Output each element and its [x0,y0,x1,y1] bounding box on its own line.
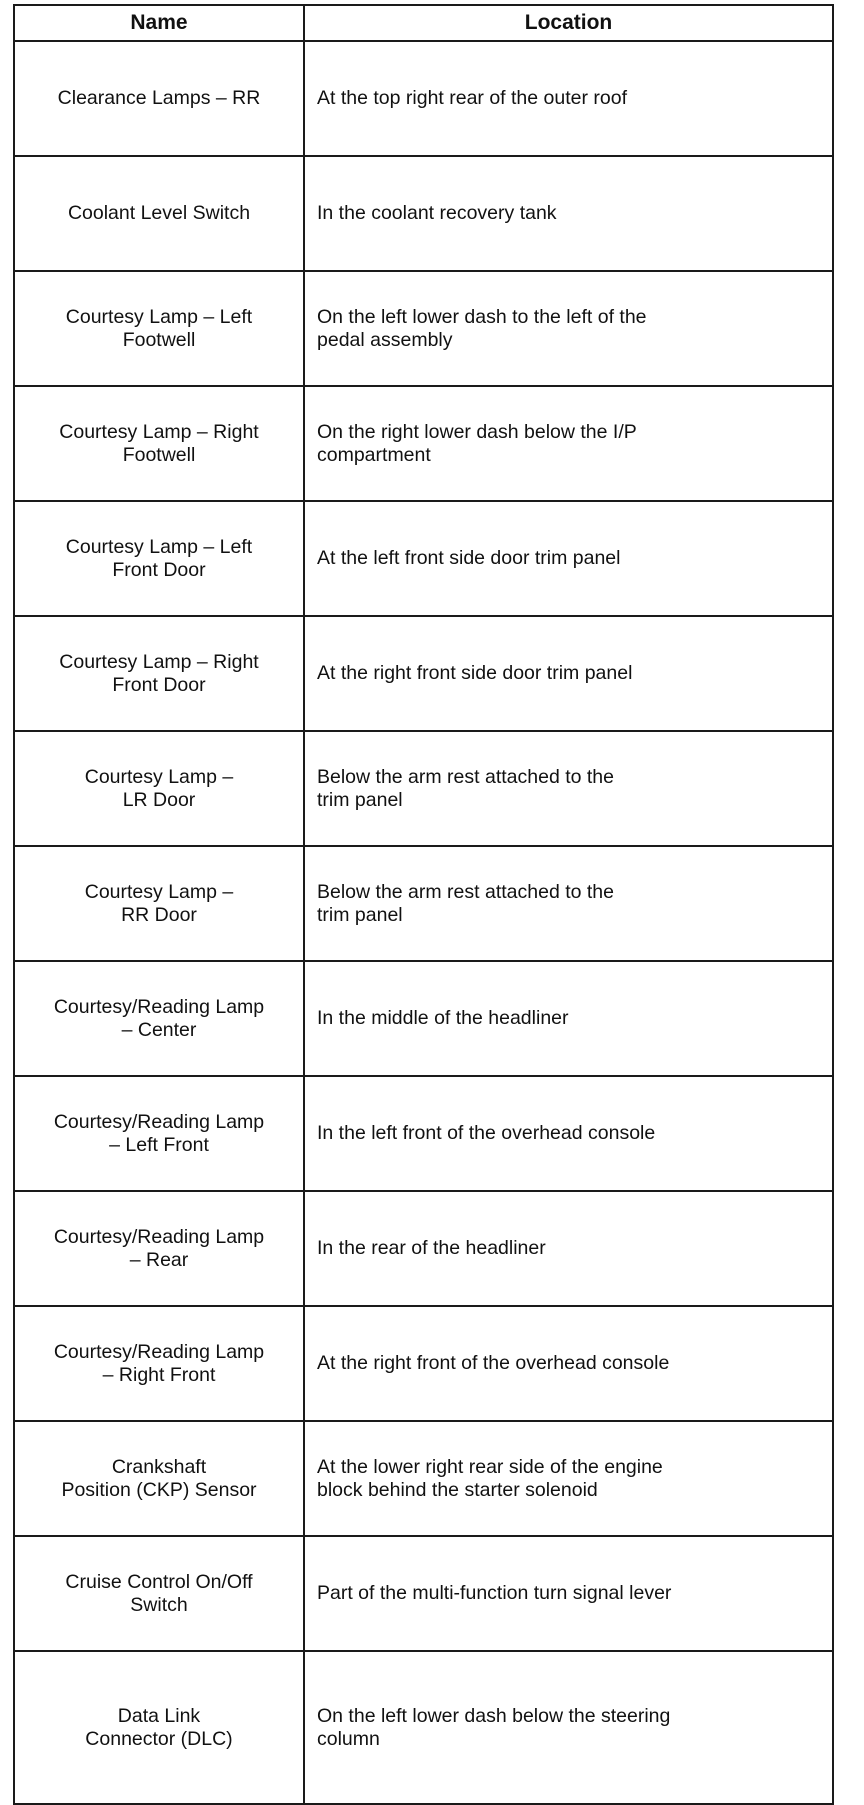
table-row [14,156,833,271]
component-location-line: On the right lower dash below the I/P [317,420,637,443]
component-location-cell [304,1651,833,1804]
component-location-cell [304,271,833,386]
component-name-cell [14,1076,304,1191]
component-name-cell [14,1306,304,1421]
component-name-line: Switch [130,1593,188,1616]
component-location-line: On the left lower dash below the steering [317,1704,671,1727]
component-name-line: – Rear [129,1248,189,1271]
table-row [14,846,833,961]
component-location-line: column [317,1727,380,1750]
component-name-cell [14,616,304,731]
table-row [14,1421,833,1536]
component-location-cell [304,1076,833,1191]
component-location-line: At the top right rear of the outer roof [317,87,628,109]
component-name-cell [14,386,304,501]
table-row [14,961,833,1076]
header-row [14,5,833,41]
component-location-line: trim panel [317,903,403,926]
location-column-header: Location [304,5,833,41]
component-name-line: Courtesy/Reading Lamp [53,1340,265,1363]
component-name-line: Coolant Level Switch [67,202,251,224]
component-location-cell [304,846,833,961]
component-name-cell [14,731,304,846]
table-row [14,1191,833,1306]
component-name-cell [14,271,304,386]
component-name-cell [14,1191,304,1306]
component-name-line: Front Door [112,558,206,581]
component-location-line: block behind the starter solenoid [317,1478,598,1501]
component-name-line: LR Door [122,788,196,811]
component-name-cell [14,846,304,961]
component-location-line: Below the arm rest attached to the [317,765,614,788]
component-name-line: Position (CKP) Sensor [61,1478,257,1501]
component-location-cell [304,1421,833,1536]
component-location-cell [304,156,833,271]
component-location-line: In the left front of the overhead console [317,1122,656,1144]
component-name-cell [14,156,304,271]
component-name-line: Cruise Control On/Off [65,1570,253,1593]
table-row [14,386,833,501]
component-location-table [13,4,834,1805]
component-name-cell [14,961,304,1076]
component-name-line: Courtesy Lamp – Right [59,650,259,673]
component-location-line: In the middle of the headliner [317,1007,569,1029]
component-name-line: Courtesy Lamp – [84,765,234,788]
component-location-cell [304,386,833,501]
table-row [14,616,833,731]
component-location-line: Below the arm rest attached to the [317,880,614,903]
component-name-line: Clearance Lamps – RR [57,87,261,109]
component-name-cell [14,1536,304,1651]
component-name-cell [14,1421,304,1536]
component-name-line: Courtesy Lamp – [84,880,234,903]
component-location-cell [304,501,833,616]
component-location-line: In the coolant recovery tank [317,202,557,224]
component-name-line: Courtesy Lamp – Left [65,305,253,328]
component-location-line: At the right front of the overhead console [317,1352,670,1374]
component-name-cell [14,1651,304,1804]
component-name-line: Courtesy/Reading Lamp [53,1110,265,1133]
table-row [14,731,833,846]
component-location-line: In the rear of the headliner [317,1237,546,1259]
component-location-cell [304,961,833,1076]
component-location-cell [304,1191,833,1306]
table-row [14,1306,833,1421]
component-location-cell [304,616,833,731]
component-location-cell [304,731,833,846]
component-name-line: Connector (DLC) [85,1727,233,1750]
component-location-cell [304,1536,833,1651]
table-body [14,41,833,1804]
table-row [14,271,833,386]
table-row [14,1536,833,1651]
table-row [14,41,833,156]
table-row [14,501,833,616]
component-name-line: Courtesy/Reading Lamp [53,1225,265,1248]
component-name-line: Courtesy/Reading Lamp [53,995,265,1018]
component-name-line: Crankshaft [111,1455,207,1478]
component-location-cell [304,1306,833,1421]
component-name-line: Courtesy Lamp – Right [59,420,259,443]
component-name-line: Footwell [122,328,196,351]
name-column-header: Name [14,5,304,41]
component-name-cell [14,41,304,156]
component-location-line: At the left front side door trim panel [317,547,621,569]
component-location-cell [304,41,833,156]
component-location-line: At the lower right rear side of the engine [317,1455,663,1478]
component-name-line: Courtesy Lamp – Left [65,535,253,558]
component-name-line: – Right Front [102,1363,216,1386]
component-name-line: – Left Front [109,1133,209,1156]
table-row [14,1651,833,1804]
table-row [14,1076,833,1191]
component-location-line: At the right front side door trim panel [317,662,633,684]
component-name-line: – Center [121,1018,197,1041]
component-name-line: Data Link [117,1704,201,1727]
component-location-line: pedal assembly [317,328,453,351]
component-name-line: RR Door [121,903,197,926]
component-location-line: On the left lower dash to the left of the [317,305,647,328]
component-location-line: compartment [317,443,431,466]
component-name-line: Front Door [112,673,206,696]
component-name-cell [14,501,304,616]
component-name-line: Footwell [122,443,196,466]
component-location-line: Part of the multi-function turn signal lever [317,1582,672,1604]
component-location-line: trim panel [317,788,403,811]
